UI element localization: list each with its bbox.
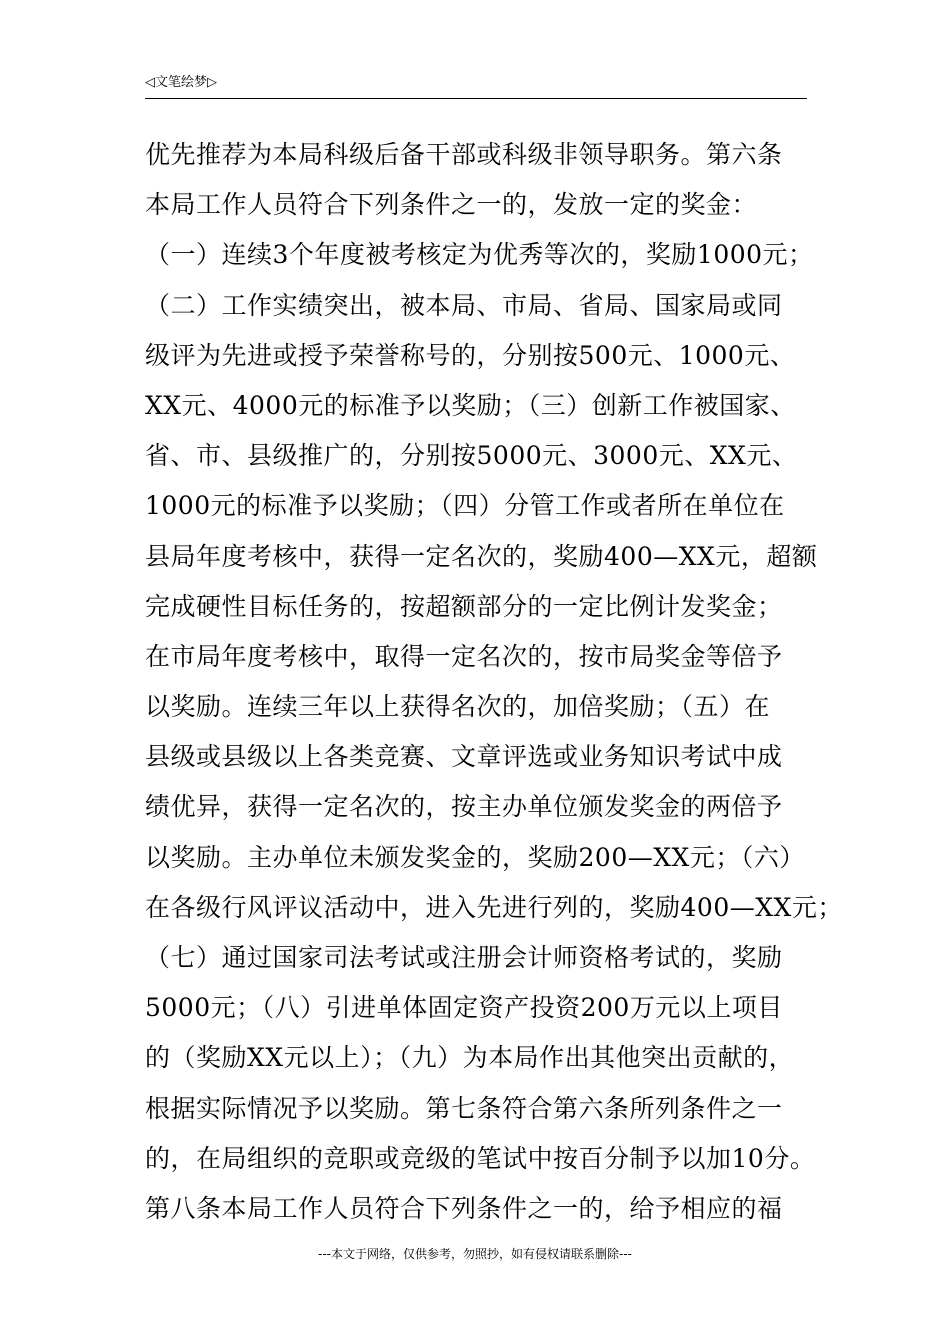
body-line: 1000元的标准予以奖励；（四）分管工作或者所在单位在 xyxy=(145,491,785,521)
body-line: 县局年度考核中，获得一定名次的，奖励400—XX元，超额 xyxy=(145,541,818,571)
body-line: （一）连续3个年度被考核定为优秀等次的，奖励1000元； xyxy=(145,240,814,270)
body-line: 本局工作人员符合下列条件之一的，发放一定的奖金： xyxy=(145,190,758,220)
body-line: 县级或县级以上各类竞赛、文章评选或业务知识考试中成 xyxy=(145,742,783,772)
body-line: 的（奖励XX元以上）；（九）为本局作出其他突出贡献的， xyxy=(145,1043,795,1073)
body-line: 在市局年度考核中，取得一定名次的，按市局奖金等倍予 xyxy=(145,641,783,671)
body-line: XX元、4000元的标准予以奖励；（三）创新工作被国家、 xyxy=(145,390,796,420)
body-line: 的，在局组织的竞职或竞级的笔试中按百分制予以加10分。 xyxy=(145,1143,816,1173)
body-line: 级评为先进或授予荣誉称号的，分别按500元、1000元、 xyxy=(145,340,796,370)
body-line: 以奖励。主办单位未颁发奖金的，奖励200—XX元；（六） xyxy=(145,842,805,872)
body-line: （二）工作实绩突出，被本局、市局、省局、国家局或同 xyxy=(145,290,783,320)
document-body xyxy=(145,130,843,1234)
body-line: 以奖励。连续三年以上获得名次的，加倍奖励；（五）在 xyxy=(145,692,771,722)
body-line: 省、市、县级推广的，分别按5000元、3000元、XX元、 xyxy=(145,441,798,471)
body-line: 在各级行风评议活动中，进入先进行列的，奖励400—XX元； xyxy=(145,892,843,922)
body-line: （七）通过国家司法考试或注册会计师资格考试的，奖励 xyxy=(145,943,783,972)
page-header xyxy=(145,74,807,99)
header-title: ◁文笔绘梦▷ xyxy=(145,75,217,90)
body-line: 第八条本局工作人员符合下列条件之一的，给予相应的福 xyxy=(145,1193,783,1223)
page-footer-disclaimer: ---本文于网络，仅供参考，勿照抄，如有侵权请联系删除--- xyxy=(318,1247,632,1261)
body-line: 绩优异，获得一定名次的，按主办单位颁发奖金的两倍予 xyxy=(145,792,783,822)
body-line: 根据实际情况予以奖励。第七条符合第六条所列条件之一 xyxy=(145,1093,783,1123)
body-line: 完成硬性目标任务的，按超额部分的一定比例计发奖金； xyxy=(145,591,783,621)
body-line: 5000元；（八）引进单体固定资产投资200万元以上项目 xyxy=(145,993,783,1023)
body-line: 优先推荐为本局科级后备干部或科级非领导职务。第六条 xyxy=(145,140,783,169)
